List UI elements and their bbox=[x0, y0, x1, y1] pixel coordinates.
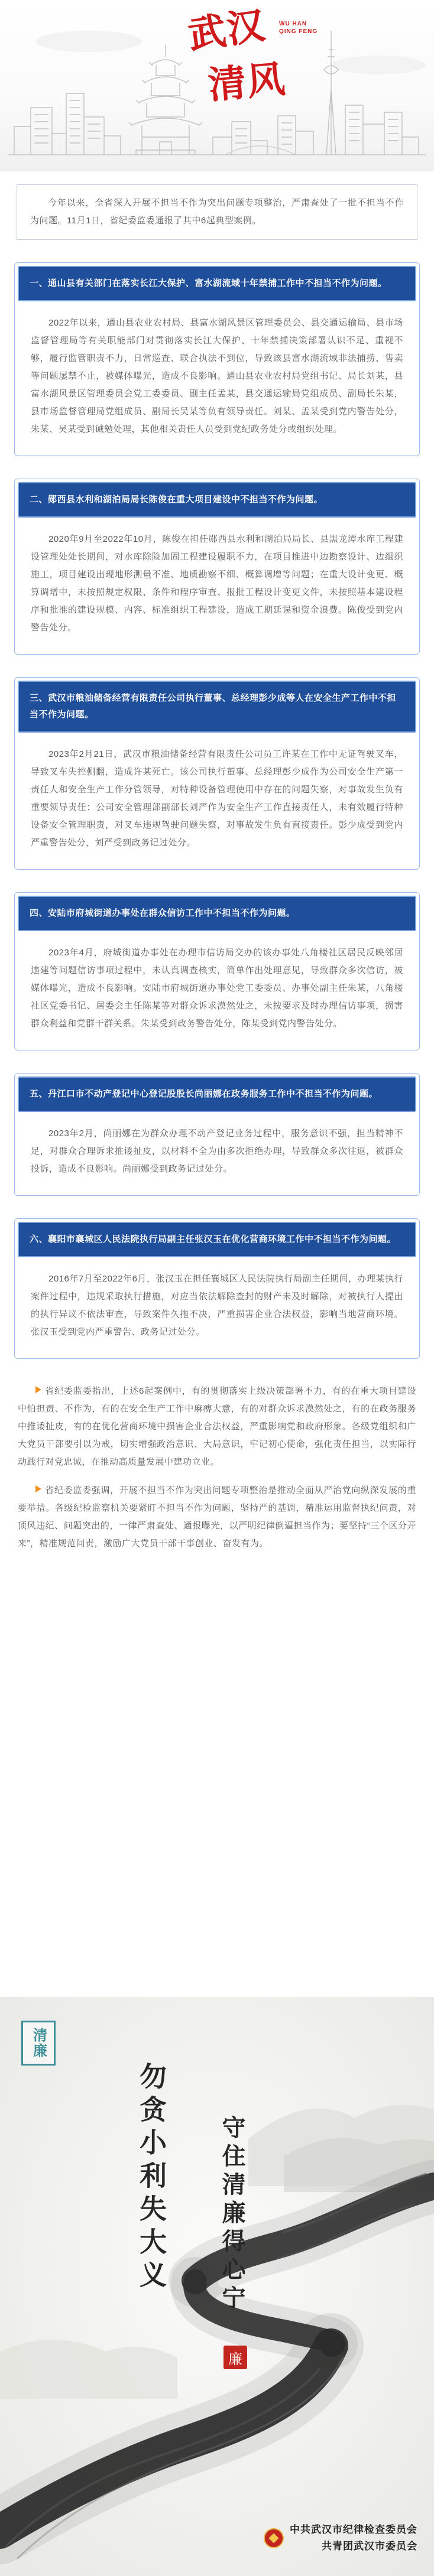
case-body: 2022年以来，通山县农业农村局、县富水湖风景区管理委员会、县交通运输局、县市场监督管理局等有关职能部门对贯彻落实长江大保护、十年禁捕决策部署认识不足、重视不够，履行监管职责不力，日常巡查、联合执法不到位，导致该县富水湖流域非法捕捞、售卖等问题屡禁不止，被媒体曝光，造成不良影响。通山县农业农村局党组书记、局长刘某，县富水湖风景区管理委员会党工委委员、副主任孟某，县交通运输局党组成员、副局长朱某，县市场监督管理局党组成员、副局长吴某等负有领导责任。刘某、孟某受到党内警告处分，朱某、吴某受到诫勉处理，其他相关责任人员受到党纪政务处分或组织处理。 bbox=[31, 318, 403, 434]
red-seal: 廉 bbox=[224, 2346, 247, 2369]
conclusion-paragraph-1 bbox=[18, 1383, 416, 1471]
banner-pinyin bbox=[279, 20, 318, 35]
conclusion-section bbox=[18, 1383, 416, 1563]
banner-pinyin-line2: QING FENG bbox=[279, 28, 318, 35]
case-heading: 三、武汉市粮油储备经营有限责任公司执行董事、总经理彭少成等人在安全生产工作中不担当不作为问题。 bbox=[18, 681, 416, 733]
case-body: 2023年2月21日，武汉市粮油储备经营有限责任公司员工许某在工作中无证驾驶叉车，导致叉车失控侧翻，造成许某死亡。该公司执行董事、总经理彭少成作为公司安全生产第一责任人和安全生产工作分管领导，对特种设备管理使用中存在的问题失察，对事故发生负有重要领导责任；公司安全管理部副部长刘严作为安全生产工作直接责任人，未有效履行特种设备安全管理职责，对叉车违规驾驶问题失察，对事故发生负有直接责任。彭少成受到党内严重警告处分，刘严受到政务记过处分。 bbox=[31, 749, 403, 848]
case-heading: 六、襄阳市襄城区人民法院执行局副主任张汉玉在优化营商环境工作中不担当不作为问题。 bbox=[18, 1222, 416, 1257]
case-card-2 bbox=[14, 479, 420, 655]
case-heading: 一、通山县有关部门在落实长江大保护、富水湖流域十年禁捕工作中不担当不作为问题。 bbox=[18, 266, 416, 301]
case-card-5 bbox=[14, 1073, 420, 1196]
emblem-icon bbox=[264, 2528, 284, 2548]
case-card-3 bbox=[14, 677, 420, 870]
case-body: 2016年7月至2022年6月，张汉玉在担任襄城区人民法院执行局副主任期间，办理某执行案件过程中，违规采取执行措施，对应当依法解除查封的财产未及时解除，对被执行人提出的执行异议不依法审查，导致案件久拖不决，严重损害企业合法权益，影响当地营商环境。张汉玉受到党内严重警告、政务记过处分。 bbox=[31, 1274, 403, 1337]
conclusion-text: 省纪委监委指出，上述6起案例中，有的贯彻落实上级决策部署不力，有的在重大项目建设中怕担责、不作为，有的在安全生产工作中麻痹大意，有的对群众诉求漠然处之，有的在政务服务中推诿扯皮，有的在优化营商环境中损害企业合法权益，严重影响党和政府形象。各级党组织和广大党员干部要引以为戒，切实增强政治意识、大局意识，牢记初心使命，强化责任担当，以实际行动践行对党忠诚，在推动高质量发展中建功立业。 bbox=[18, 1386, 416, 1467]
poster-verse-right: 守住清廉得心宁 bbox=[219, 2115, 245, 2314]
emblem-star-shape bbox=[269, 2533, 279, 2544]
case-body: 2023年4月，府城街道办事处在办理市信访局交办的该办事处八角楼社区居民反映邻居违建等问题信访事项过程中，未认真调查核实，简单作出处理意见，导致群众多次信访，被媒体曝光，造成不良影响。安陆市府城街道办事处党工委委员、办事处副主任朱某，八角楼社区党委书记、居委会主任陈某等对群众诉求漠然处之，未按要求及时办理信访事项，损害群众利益和党群干群关系。朱某受到政务警告处分，陈某受到党内警告处分。 bbox=[31, 948, 403, 1029]
case-body: 2023年2月，尚丽娜在为群众办理不动产登记业务过程中，服务意识不强，担当精神不足，对群众合理诉求推诿扯皮，以材料不全为由多次拒绝办理，导致群众多次往返，被群众投诉，造成不良影响。尚丽娜受到政务记过处分。 bbox=[31, 1128, 403, 1174]
banner-pinyin-line1: WU HAN bbox=[279, 21, 307, 27]
case-heading: 二、郧西县水利和湖泊局局长陈俊在重大项目建设中不担当不作为问题。 bbox=[18, 482, 416, 518]
conclusion-text: 省纪委监委强调，开展不担当不作为突出问题专项整治是推动全面从严治党向纵深发展的重要举措。各级纪检监察机关要紧盯不担当不作为问题，坚持严的基调，精准运用监督执纪问责，对顶风违纪、问题突出的，一律严肃查处、通报曝光，以严明纪律倒逼担当作为；要坚持“三个区分开来”，精准规范问责，激励广大党员干部干事创业、奋发有为。 bbox=[18, 1485, 416, 1549]
case-heading: 五、丹江口市不动产登记中心登记股股长尚丽娜在政务服务工作中不担当不作为问题。 bbox=[18, 1076, 416, 1112]
integrity-poster bbox=[0, 1997, 434, 2576]
banner-title-line2: 清风 bbox=[206, 58, 288, 107]
organization-line2: 共青团武汉市委员会 bbox=[322, 2541, 417, 2552]
case-card-1 bbox=[14, 262, 420, 456]
case-card-6 bbox=[14, 1218, 420, 1359]
intro-paragraph: 今年以来，全省深入开展不担当不作为突出问题专项整治，严肃查处了一批不担当不作为问题。11月1日，省纪委监委通报了其中6起典型案例。 bbox=[17, 184, 417, 240]
integrity-logo: 清廉 bbox=[21, 2021, 56, 2066]
spacer bbox=[0, 1563, 434, 1997]
case-heading: 四、安陆市府城街道办事处在群众信访工作中不担当不作为问题。 bbox=[18, 896, 416, 931]
header-banner bbox=[0, 0, 434, 171]
poster-verse-left: 勿贪小利失大义 bbox=[136, 2062, 166, 2294]
banner-title-line1: 武汉 bbox=[185, 4, 269, 57]
triangle-bullet-icon bbox=[35, 1386, 41, 1393]
conclusion-paragraph-2 bbox=[18, 1482, 416, 1553]
ink-landscape-illustration bbox=[0, 1997, 434, 2576]
case-body: 2020年9月至2022年10月，陈俊在担任郧西县水利和湖泊局局长、县黑龙潭水库工程建设管理处处长期间，对水库除险加固工程建设履职不力，在项目推进中边勘察设计、边组织施工，项目建设出现地形测量不准、地质勘察不细、概算调增等问题；在重大设计变更、概算调增中，未按照规定权限、条件和程序审查、报批工程设计变更文件，未按照基本建设程序和批准的建设规模、内容、标准组织工程建设，造成工期延误和资金浪费。陈俊受到党内警告处分。 bbox=[31, 534, 403, 633]
organization-names bbox=[290, 2522, 417, 2555]
triangle-bullet-icon bbox=[35, 1485, 41, 1492]
organization-footer bbox=[264, 2522, 417, 2555]
case-card-4 bbox=[14, 892, 420, 1050]
organization-line1: 中共武汉市纪律检查委员会 bbox=[290, 2524, 417, 2535]
